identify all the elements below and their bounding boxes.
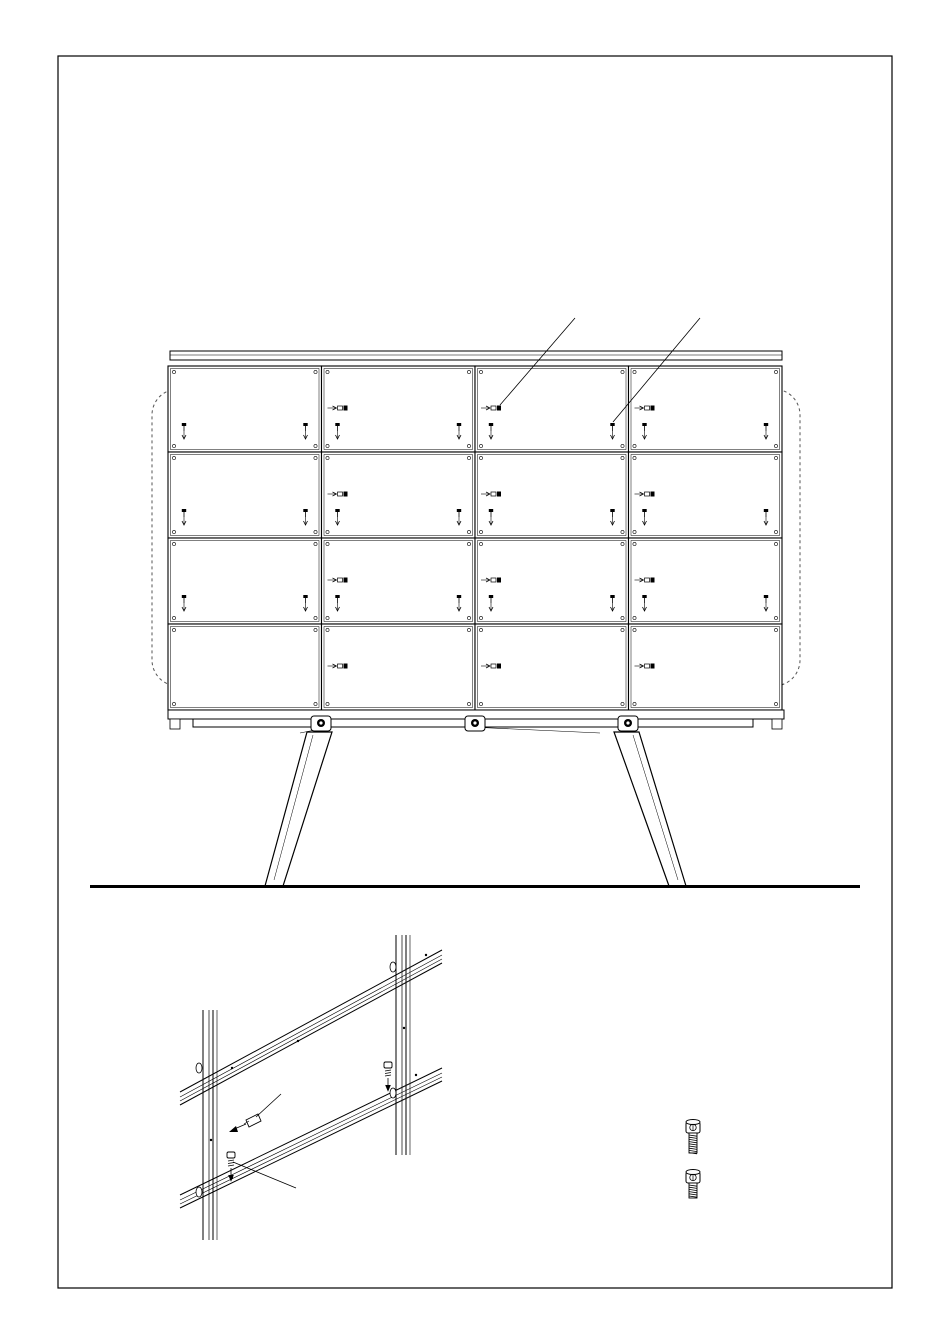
screw-head-icon — [457, 509, 461, 512]
screw-head-icon — [610, 423, 614, 426]
screw-head-icon — [344, 492, 348, 497]
screw-head-icon — [610, 595, 614, 598]
display-panel — [322, 538, 476, 624]
screw-head-icon — [651, 664, 655, 669]
screw-head-icon — [642, 423, 646, 426]
slot-hole — [196, 1187, 202, 1197]
screw-head-icon — [642, 509, 646, 512]
vertical-screw-upper — [384, 1062, 392, 1091]
horizontal-frame-rail — [180, 1068, 442, 1208]
display-panel — [475, 538, 629, 624]
screw-head-icon — [764, 423, 768, 426]
display-panel — [629, 624, 783, 710]
top-rail — [170, 351, 782, 360]
rivet-dot — [403, 1027, 405, 1029]
video-wall-front-view — [152, 318, 800, 886]
hardware-list — [686, 1120, 700, 1199]
rivet-dot — [231, 1067, 233, 1069]
screw-head-icon — [651, 406, 655, 411]
screw-head-icon — [457, 423, 461, 426]
display-panel — [629, 452, 783, 538]
screw-head-icon — [335, 423, 339, 426]
screw-head-icon — [182, 595, 186, 598]
rivet-dot — [297, 1040, 299, 1042]
display-panel — [322, 624, 476, 710]
screw-head-icon — [344, 578, 348, 583]
arrow-down-icon — [386, 1085, 391, 1091]
screw-head-icon — [651, 578, 655, 583]
callout-leader-3 — [256, 1094, 281, 1117]
screw-head-icon — [303, 509, 307, 512]
display-panel — [629, 366, 783, 452]
rivet-dot — [415, 1074, 417, 1076]
screw-head-icon — [497, 578, 501, 583]
screw-head-icon — [489, 423, 493, 426]
rivet-dot — [425, 954, 427, 956]
display-panel — [168, 624, 322, 710]
leg-joint — [311, 716, 331, 731]
long-hex-socket-screw-icon — [686, 1120, 700, 1154]
slot-hole — [390, 1088, 396, 1098]
display-panel — [322, 366, 476, 452]
callout-leader-4 — [233, 1162, 296, 1188]
arrow-left-icon — [229, 1126, 238, 1132]
display-panel — [168, 366, 322, 452]
leg-joint — [618, 716, 638, 731]
stand-leg-right — [614, 732, 686, 886]
screw-head-icon — [651, 492, 655, 497]
screw-head-icon — [303, 595, 307, 598]
screw-head-icon — [182, 423, 186, 426]
display-panel — [168, 452, 322, 538]
display-panel — [475, 624, 629, 710]
screw-head-icon — [489, 509, 493, 512]
screw-head-icon — [335, 595, 339, 598]
floor-line — [90, 885, 860, 888]
display-panel — [322, 452, 476, 538]
display-panel — [475, 366, 629, 452]
panel-joint-detail-view — [180, 935, 442, 1240]
stand-leg-left — [265, 732, 332, 886]
display-panel-grid — [168, 366, 782, 710]
slot-hole — [390, 962, 396, 972]
screw-head-icon — [344, 664, 348, 669]
screw-head-icon — [335, 509, 339, 512]
screw-head-icon — [764, 595, 768, 598]
display-panel — [168, 538, 322, 624]
screw-head-icon — [489, 595, 493, 598]
horizontal-frame-rail — [180, 950, 442, 1105]
screw-head-icon — [764, 509, 768, 512]
short-hex-socket-screw-icon — [686, 1170, 700, 1199]
screw-head-icon — [497, 664, 501, 669]
leg-joint — [465, 716, 485, 731]
screw-head-icon — [344, 406, 348, 411]
vertical-frame-post — [203, 1010, 217, 1240]
screw-head-icon — [642, 595, 646, 598]
display-panel — [629, 538, 783, 624]
screw-head-icon — [182, 509, 186, 512]
screw-head-icon — [457, 595, 461, 598]
display-panel — [475, 452, 629, 538]
slot-hole — [196, 1063, 202, 1073]
screw-head-icon — [303, 423, 307, 426]
screw-head-icon — [497, 492, 501, 497]
screw-head-icon — [497, 406, 501, 411]
rivet-dot — [210, 1139, 212, 1141]
screw-head-icon — [610, 509, 614, 512]
